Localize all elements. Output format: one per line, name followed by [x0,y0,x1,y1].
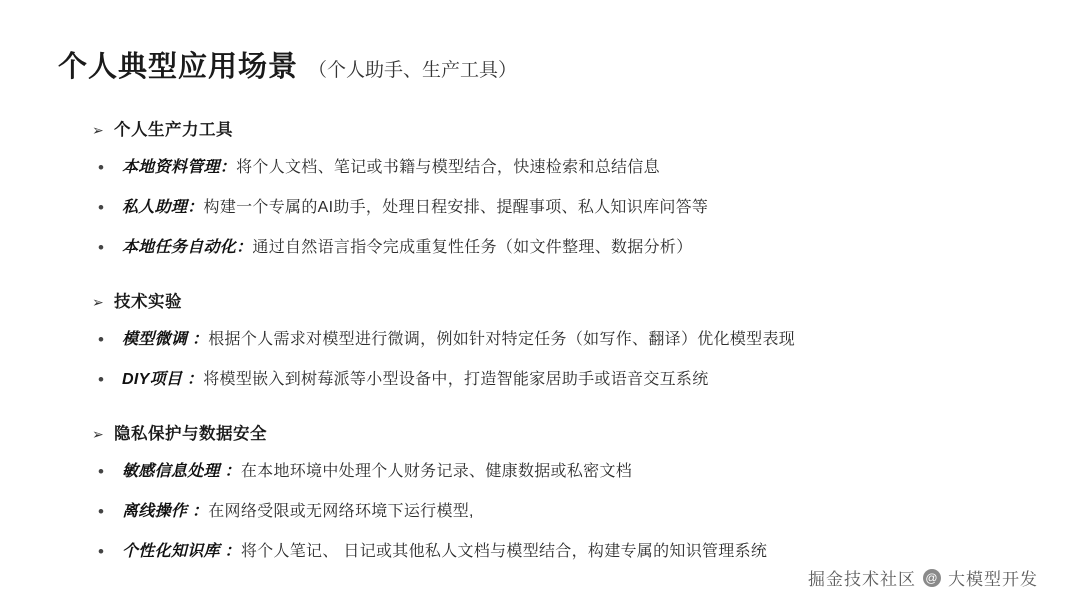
list-item [92,230,1032,266]
list-item [92,494,1032,530]
list-item-lead: 本地资料管理： [122,159,237,176]
group-spacer [92,270,1032,280]
list-item-lead: 私人助理： [122,199,204,216]
group-title: 技术实验 [114,293,182,311]
watermark-author: 大模型开发 [948,570,1038,589]
list-item-rest: 将模型嵌入到树莓派等小型设备中，打造智能家居助手或语音交互系统 [203,371,709,388]
content-group [92,280,1032,398]
group-heading [92,108,1032,144]
watermark-source: 掘金技术社区 [808,570,916,589]
list-item-text [122,237,693,259]
list-item-lead: 本地任务自动化： [122,239,253,256]
dot-marker-icon: • [98,370,104,389]
at-icon: @ [923,569,941,587]
list-item-lead: DIY项目 ： [122,371,204,388]
list-item-rest: 将个人笔记、 日记或其他私人文档与模型结合，构建专属的知识管理系统 [240,543,768,560]
list-item-lead: 离线操作 ： [122,503,209,520]
page-title-main: 个人典型应用场景 [58,51,299,83]
dot-marker-icon: • [98,198,104,217]
group-heading [92,412,1032,448]
arrow-marker-icon: ➢ [92,122,104,138]
arrow-marker-icon: ➢ [92,426,104,442]
list-item-text [122,369,709,391]
list-item [92,454,1032,490]
list-item-text [122,541,767,563]
dot-marker-icon: • [98,330,104,349]
page-title-sub: （个人助手、生产工具） [308,60,518,81]
page-title [58,44,517,85]
dot-marker-icon: • [98,238,104,257]
list-item-text [122,329,795,351]
list-item-lead: 个性化知识库 ： [122,543,241,560]
dot-marker-icon: • [98,158,104,177]
list-item-lead: 模型微调 ： [122,331,209,348]
list-item-rest: 在本地环境中处理个人财务记录、健康数据或私密文档 [240,463,633,480]
list-item-text [122,461,632,483]
group-spacer [92,402,1032,412]
dot-marker-icon: • [98,502,104,521]
content-group [92,108,1032,266]
list-item-rest: 构建一个专属的AI助手，处理日程安排、提醒事项、私人知识库问答等 [203,199,709,216]
arrow-marker-icon: ➢ [92,294,104,310]
list-item-text [122,157,660,179]
list-item [92,362,1032,398]
content-body [92,108,1032,574]
group-title: 隐私保护与数据安全 [114,425,267,443]
watermark [808,565,1038,590]
list-item-text [122,197,708,219]
list-item-rest: 根据个人需求对模型进行微调，例如针对特定任务（如写作、翻译）优化模型表现 [208,331,796,348]
list-item-rest: 在网络受限或无网络环境下运行模型, [208,503,474,520]
list-item [92,150,1032,186]
list-item-lead: 敏感信息处理 ： [122,463,241,480]
list-item-text [122,501,474,523]
list-item [92,322,1032,358]
list-item [92,190,1032,226]
group-heading [92,280,1032,316]
group-title: 个人生产力工具 [114,121,233,139]
content-group [92,412,1032,570]
list-item-rest: 将个人文档、笔记或书籍与模型结合，快速检索和总结信息 [236,159,660,176]
dot-marker-icon: • [98,542,104,561]
list-item-rest: 通过自然语言指令完成重复性任务（如文件整理、数据分析） [252,239,693,256]
dot-marker-icon: • [98,462,104,481]
